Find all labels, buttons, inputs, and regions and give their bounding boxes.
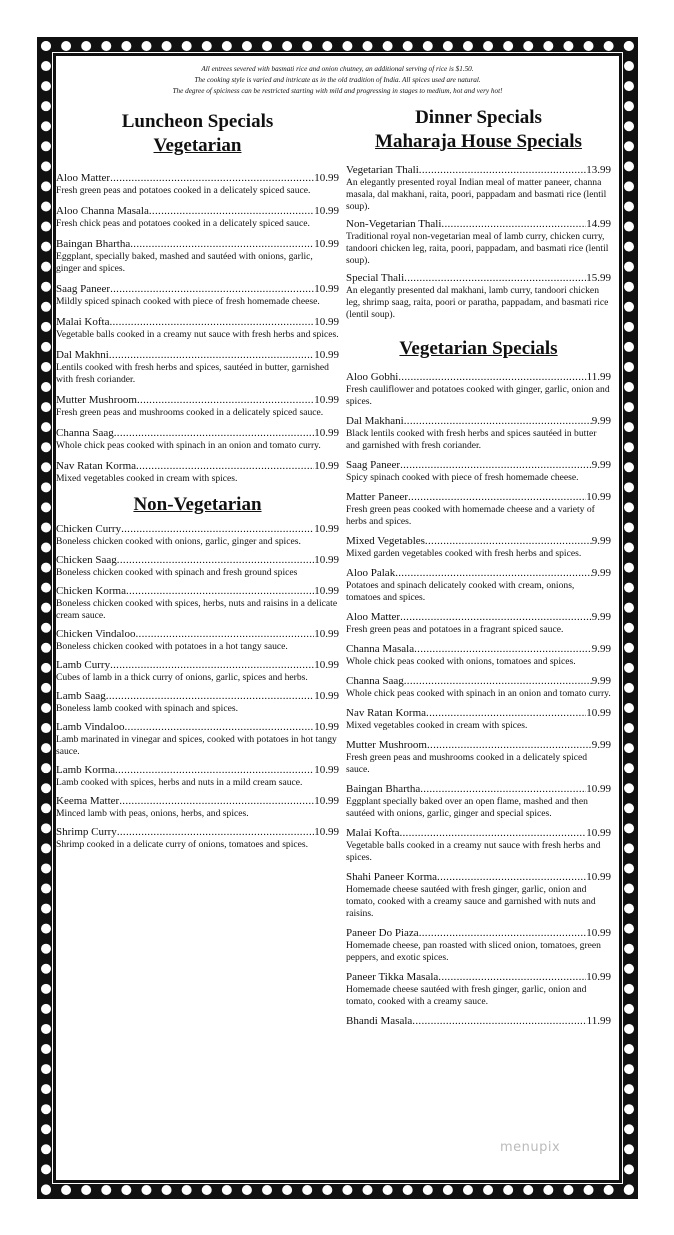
menu-item-name: Lamb Curry bbox=[56, 659, 111, 671]
menu-item-description: An elegantly presented royal Indian meal of matter paneer, channa masala, dal makhani, raita, poori, pappadam and basmati rice (lentil soup). bbox=[346, 177, 607, 212]
menu-item-row bbox=[346, 783, 611, 796]
dot-leader bbox=[414, 643, 592, 656]
menu-item bbox=[346, 1015, 611, 1028]
house-specials-title: Maharaja House Specials bbox=[375, 131, 582, 152]
dot-leader bbox=[400, 611, 592, 624]
menu-item-name: Baingan Bhartha bbox=[56, 238, 131, 250]
menu-item-price: 10.99 bbox=[314, 238, 339, 250]
menu-item bbox=[346, 611, 611, 636]
menu-item bbox=[346, 739, 611, 776]
menu-item-name: Malai Kofta bbox=[56, 316, 110, 328]
menu-item bbox=[56, 826, 339, 851]
menu-item-row bbox=[56, 764, 339, 777]
menu-item-name: Lamb Vindaloo bbox=[56, 721, 125, 733]
note-line: The degree of spiciness can be restricted starting with mild and progressing in stages to medium, hot and very hot! bbox=[172, 87, 503, 95]
menu-item-row bbox=[346, 491, 611, 504]
menu-item-price: 13.99 bbox=[586, 164, 611, 176]
dot-leader bbox=[117, 554, 314, 567]
menu-item-name: Aloo Channa Masala bbox=[56, 205, 149, 217]
dot-leader bbox=[121, 523, 314, 536]
menu-item-price: 9.99 bbox=[591, 643, 611, 655]
menu-item-price: 10.99 bbox=[586, 707, 611, 719]
dot-leader bbox=[404, 272, 586, 285]
dinner-column bbox=[346, 106, 611, 1028]
menu-item bbox=[346, 643, 611, 668]
menu-item bbox=[346, 371, 611, 408]
menu-item-name: Aloo Palak bbox=[346, 567, 396, 579]
menu-item-name: Dal Makhani bbox=[346, 415, 404, 427]
menu-item-name: Nav Ratan Korma bbox=[346, 707, 427, 719]
menu-item bbox=[56, 523, 339, 548]
menu-item-price: 10.99 bbox=[314, 205, 339, 217]
menu-item-name: Dal Makhni bbox=[56, 349, 109, 361]
menu-item-name: Vegetarian Thali bbox=[346, 164, 419, 176]
menu-item-price: 10.99 bbox=[586, 783, 611, 795]
menu-item-row bbox=[56, 283, 339, 296]
menu-item bbox=[56, 795, 339, 820]
menu-item-description: Boneless chicken cooked with potatoes in a hot tangy sauce. bbox=[56, 641, 288, 652]
menu-item-description: Lentils cooked with fresh herbs and spices, sautéed in butter, garnished with fresh coriander. bbox=[56, 362, 329, 385]
dot-leader bbox=[419, 927, 587, 940]
menu-item-price: 10.99 bbox=[314, 585, 339, 597]
dot-leader bbox=[425, 535, 592, 548]
menu-item-name: Aloo Matter bbox=[346, 611, 401, 623]
menu-item-description: Homemade cheese sautéed with fresh ginger, garlic, onion and tomato, cooked with a creamy sauce and garnished with nuts and raisins. bbox=[346, 884, 596, 919]
menu-item-row bbox=[346, 707, 611, 720]
menu-item-description: Eggplant specially baked over an open flame, mashed and then sautéed with onions, garlic, ginger and special spices. bbox=[346, 796, 588, 819]
menu-item-name: Saag Paneer bbox=[56, 283, 111, 295]
menu-item bbox=[346, 971, 611, 1008]
menu-item-name: Paneer Tikka Masala bbox=[346, 971, 439, 983]
menu-item bbox=[346, 415, 611, 452]
note-line: The cooking style is varied and intricate as in the old tradition of India. All spices used are natural. bbox=[194, 76, 481, 84]
dot-leader bbox=[106, 690, 314, 703]
dot-leader bbox=[109, 349, 314, 362]
menu-item-description: Fresh cauliflower and potatoes cooked with ginger, garlic, onion and spices. bbox=[346, 384, 610, 407]
dot-leader bbox=[408, 491, 586, 504]
menu-item-description: Mixed vegetables cooked in cream with spices. bbox=[56, 473, 238, 484]
menu-item-row bbox=[346, 272, 611, 285]
menu-item-row bbox=[346, 1015, 611, 1028]
menu-item-description: Fresh green peas and potatoes in a fragrant spiced sauce. bbox=[346, 624, 564, 635]
menu-item-price: 14.99 bbox=[586, 218, 611, 230]
menu-item-description: Fresh green peas and mushrooms cooked in a delicately spiced sauce. bbox=[346, 752, 588, 775]
menu-item-name: Channa Masala bbox=[346, 643, 415, 655]
menu-item-name: Special Thali bbox=[346, 272, 405, 284]
menu-item-name: Shrimp Curry bbox=[56, 826, 117, 838]
menu-item bbox=[346, 783, 611, 820]
menu-item-name: Chicken Vindaloo bbox=[56, 628, 136, 640]
menu-item-row bbox=[56, 205, 339, 218]
menu-item-price: 9.99 bbox=[591, 459, 611, 471]
menu-item bbox=[56, 690, 339, 715]
dot-leader bbox=[441, 218, 586, 231]
menu-item-name: Lamb Saag bbox=[56, 690, 106, 702]
dot-leader bbox=[412, 1015, 586, 1028]
menu-item-price: 10.99 bbox=[586, 971, 611, 983]
menu-item-description: Fresh green peas and potatoes cooked in a delicately spiced sauce. bbox=[56, 185, 311, 196]
dot-leader bbox=[109, 316, 314, 329]
menu-item-name: Chicken Korma bbox=[56, 585, 126, 597]
menu-item bbox=[346, 459, 611, 484]
menu-item bbox=[346, 871, 611, 920]
menu-item-row bbox=[56, 795, 339, 808]
luncheon-nonveg-list bbox=[56, 523, 339, 851]
menu-item-row bbox=[346, 675, 611, 688]
menu-item-name: Channa Saag bbox=[346, 675, 404, 687]
menu-item-row bbox=[346, 415, 611, 428]
menu-item-description: Whole chick peas cooked with spinach in an onion and tomato curry. bbox=[346, 688, 611, 699]
menu-item bbox=[56, 721, 339, 758]
dot-leader bbox=[117, 826, 314, 839]
menu-item-price: 11.99 bbox=[586, 1015, 611, 1027]
dot-leader bbox=[136, 460, 314, 473]
menu-item-price: 10.99 bbox=[314, 659, 339, 671]
menu-item-row bbox=[346, 164, 611, 177]
menu-item-description: Boneless lamb cooked with spinach and spices. bbox=[56, 703, 238, 714]
menu-item bbox=[346, 272, 611, 321]
menu-item-price: 15.99 bbox=[586, 272, 611, 284]
menu-item-price: 10.99 bbox=[314, 690, 339, 702]
menu-item-row bbox=[56, 554, 339, 567]
menu-item bbox=[346, 491, 611, 528]
menu-item-row bbox=[56, 427, 339, 440]
menu-item-description: Vegetable balls cooked in a creamy nut sauce with fresh herbs and spices. bbox=[56, 329, 339, 340]
menu-item-price: 10.99 bbox=[586, 491, 611, 503]
menu-item-description: Boneless chicken cooked with spices, herbs, nuts and raisins in a delicate cream sauce. bbox=[56, 598, 338, 621]
menu-item-name: Non-Vegetarian Thali bbox=[346, 218, 442, 230]
menu-item bbox=[346, 827, 611, 864]
menu-item-price: 10.99 bbox=[314, 316, 339, 328]
menu-item bbox=[346, 164, 611, 213]
menu-item-row bbox=[346, 567, 611, 580]
dot-leader bbox=[125, 721, 315, 734]
menu-item-name: Saag Paneer bbox=[346, 459, 401, 471]
menu-item-name: Keema Matter bbox=[56, 795, 120, 807]
menu-item bbox=[56, 316, 339, 341]
menu-item-row bbox=[56, 523, 339, 536]
menu-item-description: Eggplant, specially baked, mashed and sautéed with onions, garlic, ginger and spices. bbox=[56, 251, 313, 274]
dot-leader bbox=[110, 172, 314, 185]
menu-item-row bbox=[56, 460, 339, 473]
menu-item-description: Vegetable balls cooked in a creamy nut sauce with fresh herbs and spices. bbox=[346, 840, 601, 863]
dot-leader bbox=[119, 795, 314, 808]
menu-item bbox=[346, 707, 611, 732]
menu-item-row bbox=[56, 238, 339, 251]
menu-item-row bbox=[346, 971, 611, 984]
menu-item-name: Mutter Mushroom bbox=[56, 394, 137, 406]
menu-item-price: 10.99 bbox=[586, 827, 611, 839]
menu-item-price: 9.99 bbox=[591, 567, 611, 579]
menu-item-description: Lamb marinated in vinegar and spices, cooked with potatoes in hot tangy sauce. bbox=[56, 734, 337, 757]
menu-item-price: 10.99 bbox=[314, 172, 339, 184]
menu-item bbox=[56, 764, 339, 789]
dot-leader bbox=[404, 675, 592, 688]
menu-item-description: Spicy spinach cooked with piece of fresh homemade cheese. bbox=[346, 472, 579, 483]
menu-item bbox=[56, 238, 339, 275]
menu-item-description: Black lentils cooked with fresh herbs and spices sautéed in butter and garnished with fresh coriander. bbox=[346, 428, 597, 451]
menu-item-price: 9.99 bbox=[591, 415, 611, 427]
menu-item bbox=[56, 172, 339, 197]
menu-item-description: Mixed garden vegetables cooked with fresh herbs and spices. bbox=[346, 548, 582, 559]
menu-item-description: Potatoes and spinach delicately cooked with cream, onions, tomatoes and spices. bbox=[346, 580, 575, 603]
menu-item-price: 9.99 bbox=[591, 675, 611, 687]
menu-item-name: Mixed Vegetables bbox=[346, 535, 425, 547]
menu-item-name: Mutter Mushroom bbox=[346, 739, 427, 751]
menu-item-description: Lamb cooked with spices, herbs and nuts in a mild cream sauce. bbox=[56, 777, 303, 788]
menu-item-row bbox=[56, 172, 339, 185]
dot-leader bbox=[110, 283, 314, 296]
menu-item-price: 10.99 bbox=[314, 764, 339, 776]
menu-item-row bbox=[346, 827, 611, 840]
menu-item-row bbox=[56, 628, 339, 641]
menu-item bbox=[56, 659, 339, 684]
menu-item-price: 10.99 bbox=[314, 283, 339, 295]
menu-item bbox=[56, 283, 339, 308]
dinner-title: Dinner Specials bbox=[415, 107, 542, 128]
menu-item-description: Traditional royal non-vegetarian meal of lamb curry, chicken curry, tandoori chicken leg, raita, poori, pappadam, and basmati rice (lentil soup). bbox=[346, 231, 609, 266]
dot-leader bbox=[115, 764, 314, 777]
menu-item-name: Channa Saag bbox=[56, 427, 114, 439]
menu-item-description: Homemade cheese sautéed with fresh ginger, garlic, onion and tomato, cooked with a creamy sauce. bbox=[346, 984, 587, 1007]
dot-leader bbox=[437, 871, 586, 884]
menu-item-row bbox=[56, 316, 339, 329]
dot-leader bbox=[426, 707, 586, 720]
menu-item-price: 9.99 bbox=[591, 611, 611, 623]
menu-item-description: Fresh green peas and mushrooms cooked in a delicately spiced sauce. bbox=[56, 407, 324, 418]
menu-item bbox=[56, 394, 339, 419]
dot-leader bbox=[427, 739, 592, 752]
menu-item-row bbox=[56, 394, 339, 407]
dot-leader bbox=[399, 827, 586, 840]
veg-specials-list bbox=[346, 371, 611, 1028]
menu-item-description: Shrimp cooked in a delicate curry of onions, tomatoes and spices. bbox=[56, 839, 309, 850]
menu-item-row bbox=[346, 459, 611, 472]
menu-item-price: 10.99 bbox=[586, 871, 611, 883]
menu-item-description: Whole chick peas cooked with spinach in an onion and tomato curry. bbox=[56, 440, 321, 451]
menu-item-description: Whole chick peas cooked with onions, tomatoes and spices. bbox=[346, 656, 576, 667]
house-specials-list bbox=[346, 164, 611, 321]
dot-leader bbox=[126, 585, 314, 598]
menu-item-description: Fresh green peas cooked with homemade cheese and a variety of herbs and spices. bbox=[346, 504, 595, 527]
menu-item-description: Boneless chicken cooked with spinach and fresh ground spices bbox=[56, 567, 298, 578]
menu-item-price: 11.99 bbox=[586, 371, 611, 383]
menu-item-row bbox=[346, 218, 611, 231]
menu-item-description: Boneless chicken cooked with onions, garlic, ginger and spices. bbox=[56, 536, 301, 547]
menu-item bbox=[56, 585, 339, 622]
menu-item-price: 10.99 bbox=[314, 628, 339, 640]
veg-specials-title: Vegetarian Specials bbox=[399, 338, 558, 359]
dot-leader bbox=[400, 459, 592, 472]
menu-item-name: Nav Ratan Korma bbox=[56, 460, 137, 472]
menu-item bbox=[56, 554, 339, 579]
luncheon-veg-list bbox=[56, 172, 339, 485]
menu-item bbox=[56, 628, 339, 653]
watermark: menupix bbox=[500, 1140, 561, 1155]
menu-item-description: Minced lamb with peas, onions, herbs, and spices. bbox=[56, 808, 249, 819]
luncheon-title: Luncheon Specials bbox=[121, 111, 274, 132]
dot-leader bbox=[438, 971, 586, 984]
menu-item bbox=[56, 205, 339, 230]
menu-item-description: Mildly spiced spinach cooked with piece of fresh homemade cheese. bbox=[56, 296, 320, 307]
menu-item-row bbox=[56, 349, 339, 362]
menu-item-row bbox=[346, 371, 611, 384]
menu-item-description: Cubes of lamb in a thick curry of onions, garlic, spices and herbs. bbox=[56, 672, 308, 683]
menu-item bbox=[56, 427, 339, 452]
dot-leader bbox=[137, 394, 314, 407]
menu-item-price: 10.99 bbox=[314, 554, 339, 566]
menu-item-description: Homemade cheese, pan roasted with sliced onion, tomatoes, green peppers, and exotic spices. bbox=[346, 940, 601, 963]
menu-item-description: An elegantly presented dal makhani, lamb curry, tandoori chicken leg, shrimp saag, raita, poori or paratha, pappadam, and basmati rice (lentil soup). bbox=[346, 285, 609, 320]
menu-item-row bbox=[56, 585, 339, 598]
dot-leader bbox=[110, 659, 314, 672]
menu-item-row bbox=[346, 927, 611, 940]
menu-item bbox=[56, 349, 339, 386]
menu-item-description: Mixed vegetables cooked in cream with spices. bbox=[346, 720, 528, 731]
menu-item-name: Shahi Paneer Korma bbox=[346, 871, 438, 883]
dot-leader bbox=[114, 427, 315, 440]
luncheon-veg-title: Vegetarian bbox=[153, 135, 242, 156]
menu-item-price: 10.99 bbox=[314, 394, 339, 406]
menu-item-name: Baingan Bhartha bbox=[346, 783, 421, 795]
menu-item-row bbox=[56, 826, 339, 839]
menu-item-name: Lamb Korma bbox=[56, 764, 115, 776]
menu-item bbox=[346, 927, 611, 964]
menu-item-name: Aloo Matter bbox=[56, 172, 111, 184]
dot-leader bbox=[398, 371, 586, 384]
menu-item-price: 10.99 bbox=[314, 826, 339, 838]
menu-item bbox=[56, 460, 339, 485]
menu-item-row bbox=[346, 871, 611, 884]
menu-item-row bbox=[346, 739, 611, 752]
menu-item-row bbox=[56, 659, 339, 672]
menu-item-price: 10.99 bbox=[314, 795, 339, 807]
menu-item-row bbox=[346, 535, 611, 548]
menu-item-price: 10.99 bbox=[314, 349, 339, 361]
menu-item-name: Paneer Do Piaza bbox=[346, 927, 419, 939]
menu-item-name: Bhandi Masala bbox=[346, 1015, 413, 1027]
menu-item-row bbox=[346, 643, 611, 656]
dot-leader bbox=[130, 238, 314, 251]
dot-leader bbox=[149, 205, 314, 218]
luncheon-nonveg-title: Non-Vegetarian bbox=[133, 494, 262, 515]
menu-item-description: Fresh chick peas and potatoes cooked in a delicately spiced sauce. bbox=[56, 218, 310, 229]
dot-leader bbox=[136, 628, 315, 641]
menu-item-name: Matter Paneer bbox=[346, 491, 408, 503]
menu-item bbox=[346, 675, 611, 700]
note-line: All entrees severed with basmati rice and onion chutney, an additional serving of rice is $1.50. bbox=[201, 65, 474, 73]
menu-item bbox=[346, 535, 611, 560]
menu-item-row bbox=[56, 721, 339, 734]
dot-leader bbox=[395, 567, 592, 580]
menu-item bbox=[346, 567, 611, 604]
dot-leader bbox=[404, 415, 592, 428]
menu-item-name: Malai Kofta bbox=[346, 827, 400, 839]
dot-leader bbox=[420, 783, 586, 796]
menu-item-price: 9.99 bbox=[591, 739, 611, 751]
menu-item-row bbox=[346, 611, 611, 624]
menu-item-name: Aloo Gobhi bbox=[346, 371, 399, 383]
menu-item-price: 9.99 bbox=[591, 535, 611, 547]
dot-leader bbox=[419, 164, 586, 177]
luncheon-column bbox=[56, 110, 339, 851]
menu-item-price: 10.99 bbox=[314, 427, 339, 439]
header-notes bbox=[60, 64, 615, 97]
menu-item-price: 10.99 bbox=[586, 927, 611, 939]
menu-item-price: 10.99 bbox=[314, 460, 339, 472]
menu-item-price: 10.99 bbox=[314, 721, 339, 733]
menu-item-name: Chicken Curry bbox=[56, 523, 122, 535]
menu-item bbox=[346, 218, 611, 267]
menu-item-row bbox=[56, 690, 339, 703]
menu-item-price: 10.99 bbox=[314, 523, 339, 535]
menu-item-name: Chicken Saag bbox=[56, 554, 117, 566]
